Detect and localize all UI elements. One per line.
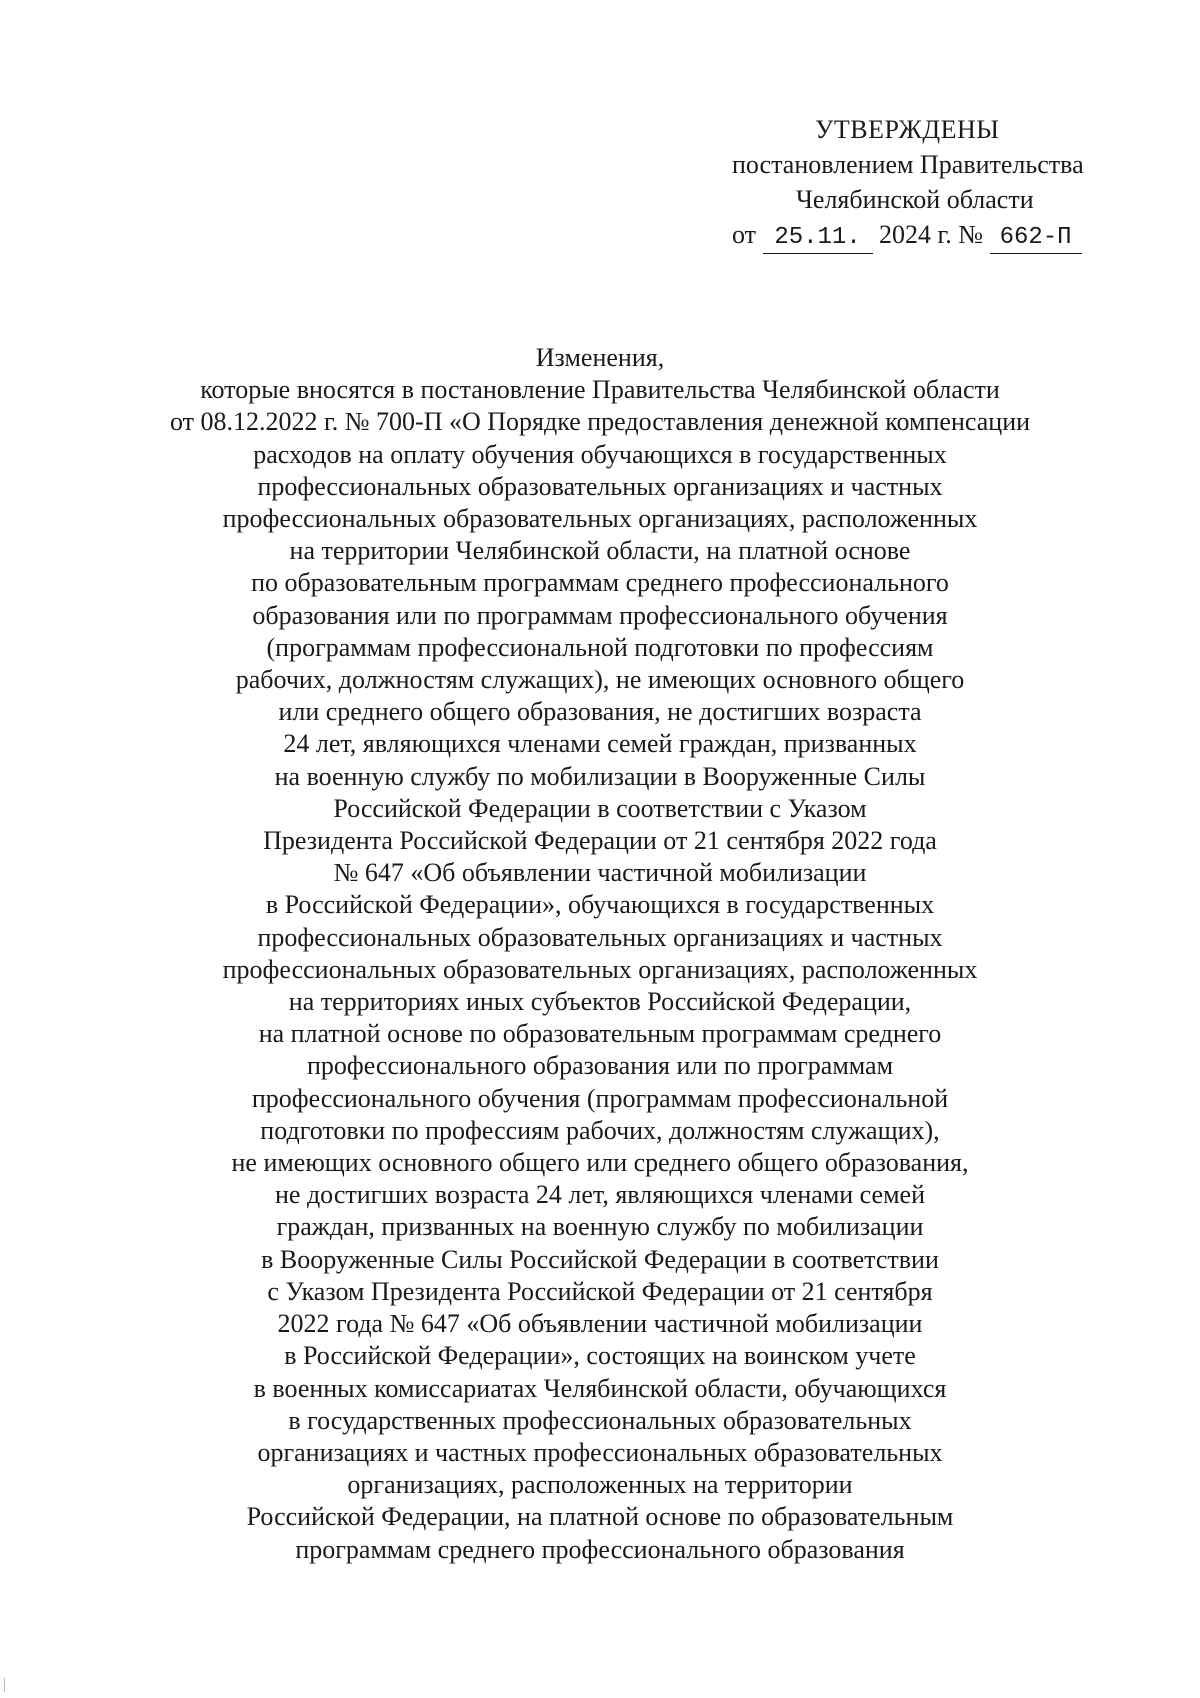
title-line: профессиональных образовательных организациях, расположенных bbox=[222, 954, 978, 984]
title-line: в государственных профессиональных образовательных bbox=[288, 1405, 912, 1435]
document-title-block bbox=[120, 342, 1080, 1566]
title-line: расходов на оплату обучения обучающихся в государственных bbox=[253, 439, 947, 469]
year-text: 2024 г. № bbox=[879, 220, 984, 249]
title-line: от 08.12.2022 г. № 700-П «О Порядке предоставления денежной компенсации bbox=[169, 407, 1031, 437]
approval-date-number-line bbox=[732, 217, 1082, 254]
date-prefix: от bbox=[732, 220, 757, 249]
title-line: в Российской Федерации», состоящих на воинском учете bbox=[284, 1341, 916, 1371]
title-line: Российской Федерации, на платной основе по образовательным bbox=[246, 1502, 954, 1532]
title-line: или среднего общего образования, не достигших возраста bbox=[278, 697, 922, 727]
title-line: профессиональных образовательных организациях и частных bbox=[257, 471, 943, 501]
title-line: рабочих, должностям служащих), не имеющих основного общего bbox=[235, 665, 965, 695]
title-line: которые вносятся в постановление Правительства Челябинской области bbox=[200, 375, 1000, 405]
title-line: подготовки по профессиям рабочих, должностям служащих), bbox=[260, 1115, 940, 1145]
title-line: программам среднего профессионального образования bbox=[295, 1534, 905, 1564]
title-line: профессиональных образовательных организациях и частных bbox=[257, 922, 943, 952]
title-line: по образовательным программам среднего профессионального bbox=[251, 568, 949, 598]
title-line: на территории Челябинской области, на платной основе bbox=[289, 536, 911, 566]
title-line: организациях и частных профессиональных образовательных bbox=[257, 1437, 943, 1467]
title-line: в военных комиссариатах Челябинской области, обучающихся bbox=[253, 1373, 947, 1403]
title-line: граждан, призванных на военную службу по мобилизации bbox=[276, 1212, 924, 1242]
title-line: 2022 года № 647 «Об объявлении частичной мобилизации bbox=[277, 1309, 923, 1339]
date-value-field: 25.11. bbox=[763, 223, 873, 254]
title-line: на территориях иных субъектов Российской Федерации, bbox=[288, 987, 912, 1017]
approval-issuer-line: постановлением Правительства bbox=[732, 150, 1084, 179]
title-line: образования или по программам профессионального обучения bbox=[252, 600, 948, 630]
title-line: Президента Российской Федерации от 21 сентября 2022 года bbox=[263, 826, 937, 856]
approval-title: УТВЕРЖДЕНЫ bbox=[815, 115, 1000, 144]
document-heading: Изменения, bbox=[535, 343, 665, 372]
scan-edge-mark bbox=[4, 1678, 15, 1692]
title-line: профессионального образования или по программам bbox=[306, 1051, 894, 1081]
title-line: на платной основе по образовательным программам среднего bbox=[258, 1019, 942, 1049]
title-line: профессионального обучения (программам профессиональной bbox=[251, 1083, 949, 1113]
title-line: не имеющих основного общего или среднего общего образования, bbox=[231, 1148, 969, 1178]
title-line: организациях, расположенных на территории bbox=[347, 1470, 853, 1500]
title-line: № 647 «Об объявлении частичной мобилизации bbox=[333, 858, 867, 888]
title-line: 24 лет, являющихся членами семей граждан, призванных bbox=[283, 729, 917, 759]
title-line: Российской Федерации в соответствии с Указом bbox=[333, 793, 867, 823]
title-line: с Указом Президента Российской Федерации от 21 сентября bbox=[267, 1276, 933, 1306]
title-line: не достигших возраста 24 лет, являющихся членами семей bbox=[275, 1180, 925, 1210]
title-line: профессиональных образовательных организациях, расположенных bbox=[222, 504, 978, 534]
title-line: в Российской Федерации», обучающихся в государственных bbox=[265, 890, 935, 920]
title-line: (программам профессиональной подготовки по профессиям bbox=[266, 632, 934, 662]
title-line: в Вооруженные Силы Российской Федерации в соответствии bbox=[261, 1244, 939, 1274]
approval-region-line: Челябинской области bbox=[796, 185, 1034, 214]
title-line: на военную службу по мобилизации в Вооруженные Силы bbox=[274, 761, 926, 791]
document-number-field: 662-П bbox=[990, 223, 1082, 254]
